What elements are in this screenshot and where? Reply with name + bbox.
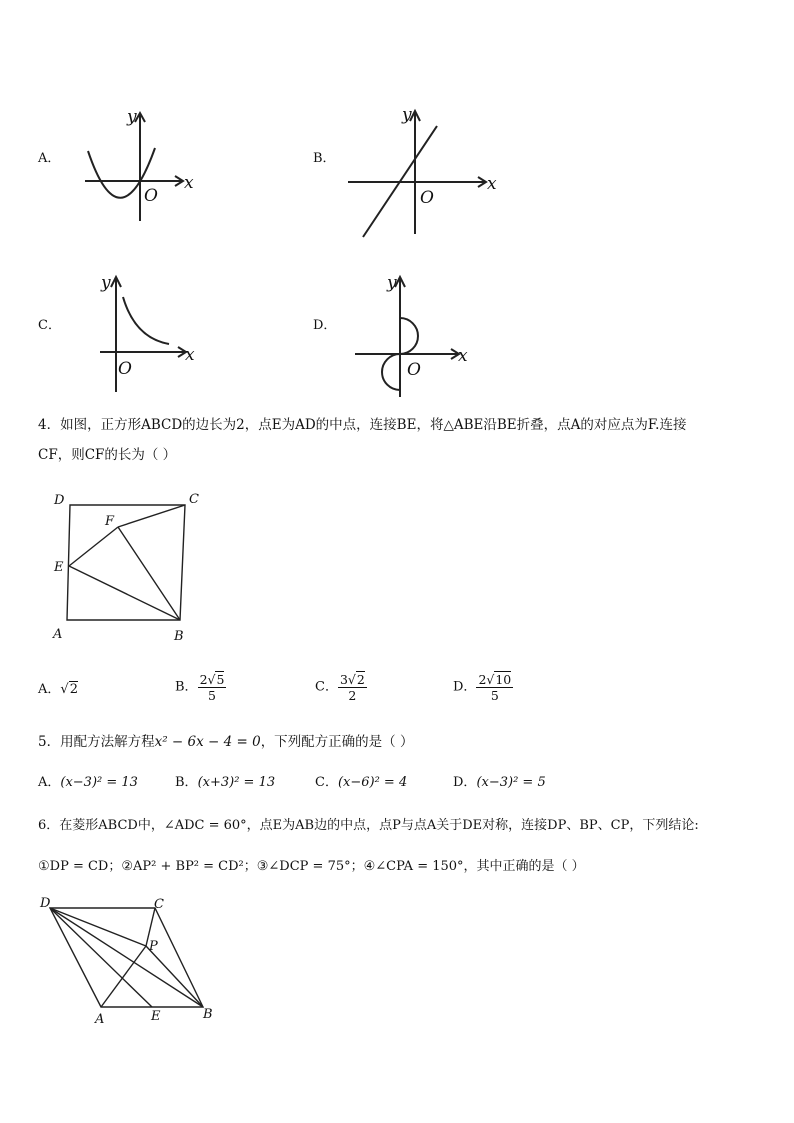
axis-y-label: y <box>127 107 137 127</box>
fraction: $\frac{3√2}{2}$ <box>339 672 365 703</box>
q6-stem-line1: 6．在菱形ABCD中，∠ADC = 60°，点E为AB边的中点，点P与点A关于DE对称，连接DP、BP、CP，下列结论: <box>38 818 699 833</box>
line-icon <box>345 104 500 240</box>
q4-option-c <box>315 672 367 703</box>
q3-option-d-label: D． <box>313 318 337 333</box>
fraction: $\frac{2√10}{5}$ <box>478 672 512 703</box>
option-label: D． <box>453 775 477 790</box>
q5-option-a <box>38 775 138 791</box>
q3-option-a-label: A． <box>38 151 61 166</box>
q5-option-b <box>175 775 275 791</box>
q4-stem-line2: CF，则CF的长为（ ） <box>38 447 177 463</box>
option-label: D． <box>453 679 477 695</box>
q5-stem-end: ，下列配方正确的是（ ） <box>260 734 414 750</box>
q3-option-b-label: B． <box>313 151 336 166</box>
point-a-label: A <box>95 1012 105 1027</box>
point-e-label: E <box>54 560 64 575</box>
q4-option-d <box>453 672 513 703</box>
axis-x-label: x <box>458 346 468 366</box>
q5-option-d <box>453 775 546 791</box>
q5-stem <box>38 734 413 750</box>
q5-equation: x² − 6x − 4 = 0 <box>154 734 261 750</box>
origin-label: O <box>420 188 434 208</box>
hyperbola-icon <box>95 270 205 396</box>
point-c-label: C <box>189 492 199 507</box>
point-p-label: P <box>149 939 158 954</box>
option-expression: (x+3)² = 13 <box>197 775 276 790</box>
option-label: A． <box>38 775 61 790</box>
fraction: $\frac{2√5}{5}$ <box>199 672 225 703</box>
denominator: 2 <box>348 688 357 703</box>
point-c-label: C <box>154 897 164 912</box>
option-expression: (x−6)² = 4 <box>337 775 408 790</box>
point-d-label: D <box>54 493 65 508</box>
axis-y-label: y <box>101 273 111 293</box>
point-b-label: B <box>174 629 184 644</box>
coefficient: 3 <box>339 672 348 687</box>
q3-option-c-label: C． <box>38 318 61 333</box>
point-f-label: F <box>105 514 115 529</box>
option-label: B． <box>175 775 198 790</box>
option-label: A． <box>38 682 61 697</box>
q4-option-b <box>175 672 226 703</box>
radicand: 2 <box>69 682 78 697</box>
axis-y-label: y <box>402 105 412 125</box>
option-expression: (x−3)² = 13 <box>60 775 138 790</box>
origin-label: O <box>407 360 421 380</box>
option-label: B． <box>175 679 198 695</box>
coefficient: 2 <box>199 672 208 687</box>
option-expression: (x−3)² = 5 <box>476 775 546 790</box>
denominator: 5 <box>490 688 499 703</box>
point-a-label: A <box>53 627 63 642</box>
q6-rhombus-figure <box>35 890 225 1030</box>
q6-stem-line2: ①DP = CD；②AP² + BP² = CD²；③∠DCP = 75°；④∠CPA = 150°，其中正确的是（ ） <box>38 859 585 874</box>
origin-label: O <box>144 186 158 206</box>
radicand: 5 <box>216 672 225 687</box>
parabola-icon <box>80 106 200 224</box>
q4-square-figure <box>50 488 210 648</box>
option-label: C． <box>315 775 338 790</box>
q4-option-a: A．√2 <box>38 682 78 697</box>
q5-option-c <box>315 775 407 791</box>
point-e-label: E <box>151 1009 161 1024</box>
axis-y-label: y <box>387 273 397 293</box>
axis-x-label: x <box>487 174 497 194</box>
semicircles-icon <box>350 270 475 400</box>
q5-stem-start: 5．用配方法解方程 <box>38 734 155 750</box>
denominator: 5 <box>208 688 216 703</box>
origin-label: O <box>118 359 132 379</box>
coefficient: 2 <box>478 672 487 687</box>
radicand: 10 <box>495 672 512 687</box>
point-d-label: D <box>40 896 51 911</box>
q4-stem-line1: 4．如图，正方形ABCD的边长为2，点E为AD的中点，连接BE，将△ABE沿BE折叠，点A的对应点为F.连接 <box>38 417 687 433</box>
option-label: C． <box>315 679 338 695</box>
radicand: 2 <box>356 672 365 687</box>
axis-x-label: x <box>185 345 195 365</box>
axis-x-label: x <box>184 173 194 193</box>
point-b-label: B <box>203 1007 213 1022</box>
